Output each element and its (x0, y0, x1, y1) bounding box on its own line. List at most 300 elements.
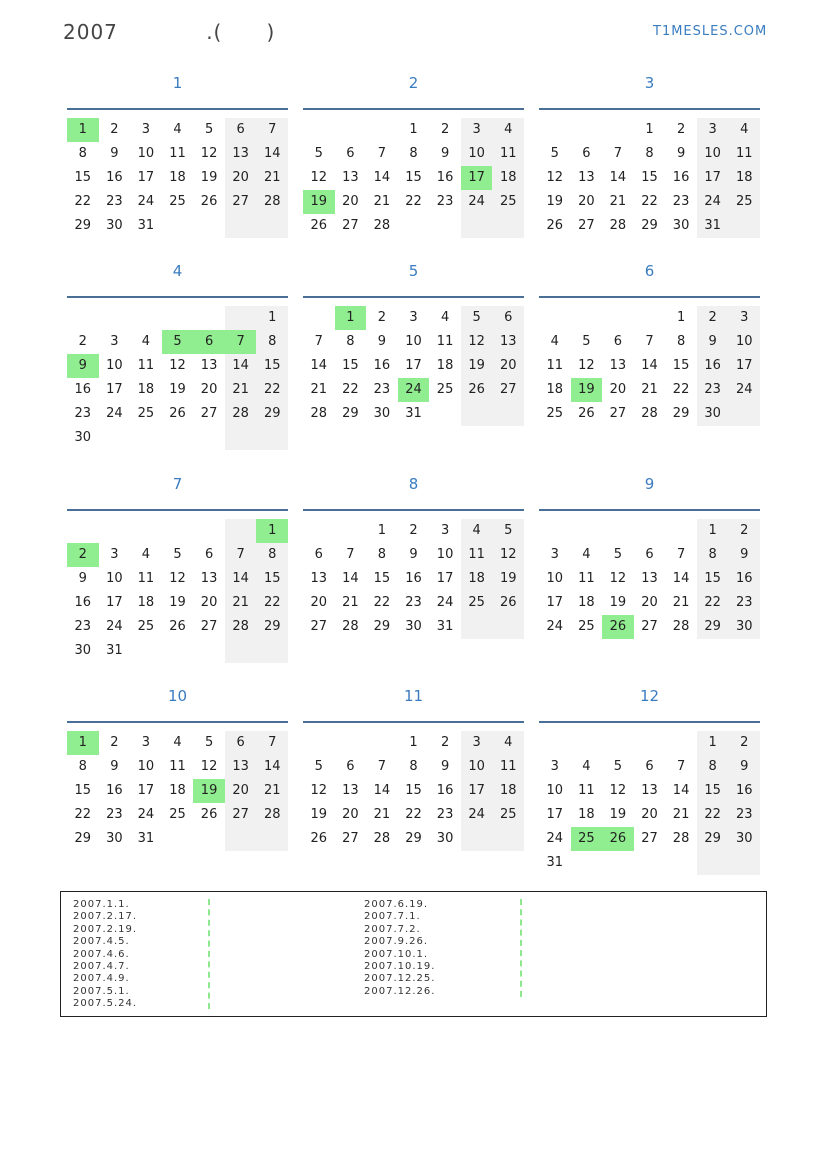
day-cell: 31 (697, 214, 729, 238)
day-cell: 9 (440, 759, 450, 774)
day-cell: 14 (641, 358, 658, 373)
day-cell: 31 (137, 218, 155, 233)
day-cell: 4 (492, 731, 524, 755)
day-cell: 5 (582, 334, 591, 349)
day-cell: 17 (106, 595, 123, 610)
day-cell: 21 (373, 194, 391, 209)
month-name: 7 (172, 475, 183, 493)
day-cell: 30 (106, 831, 123, 846)
day-cell: 4 (141, 547, 151, 562)
month-rule (67, 108, 288, 110)
day-cell: 7 (676, 759, 686, 774)
holiday-date: 2007.5.1. (73, 985, 130, 997)
day-cell: 20 (200, 595, 218, 610)
day-cell: 18 (546, 382, 564, 397)
day-cell: 19 (609, 595, 627, 610)
day-cell: 3 (728, 306, 760, 330)
month-1 (67, 74, 288, 274)
day-cell: 2 (728, 731, 760, 755)
day-cell: 4 (582, 547, 591, 562)
day-cell: 9 (728, 755, 760, 779)
day-cell: 28 (373, 218, 391, 233)
day-cell: 20 (225, 166, 257, 190)
weekend-blank-cell (728, 214, 760, 238)
day-cell: 26 (169, 406, 186, 421)
day-cell: 28 (373, 831, 391, 846)
day-cell: 15 (641, 170, 658, 185)
holiday-day-cell: 1 (67, 731, 99, 755)
holiday-list-left (73, 899, 137, 1011)
weekend-blank-cell (461, 402, 493, 426)
day-cell: 29 (256, 615, 288, 639)
day-cell: 29 (74, 831, 92, 846)
day-cell: 12 (169, 571, 186, 586)
day-cell: 1 (409, 122, 418, 137)
day-cell: 12 (492, 543, 524, 567)
month-name: 8 (408, 475, 419, 493)
day-cell: 28 (672, 831, 690, 846)
day-cell: 23 (436, 807, 454, 822)
day-cell: 19 (492, 567, 524, 591)
day-cell: 31 (137, 831, 155, 846)
day-cell: 8 (409, 146, 418, 161)
day-cell: 13 (492, 330, 524, 354)
day-cell: 13 (200, 571, 218, 586)
weekend-blank-cell (728, 402, 760, 426)
day-cell: 19 (546, 194, 564, 209)
day-cell: 12 (169, 358, 186, 373)
month-name: 10 (167, 687, 188, 705)
day-cell: 22 (373, 595, 391, 610)
day-cell: 9 (440, 146, 450, 161)
day-cell: 13 (200, 358, 218, 373)
day-cell: 27 (492, 378, 524, 402)
day-cell: 29 (74, 218, 92, 233)
day-cell: 29 (405, 831, 422, 846)
weekend-blank-cell (492, 214, 524, 238)
day-cell: 8 (377, 547, 387, 562)
day-cell: 6 (346, 759, 355, 774)
day-cell: 5 (492, 519, 524, 543)
day-cell: 23 (436, 194, 454, 209)
day-cell: 8 (697, 543, 729, 567)
day-cell: 25 (169, 807, 186, 822)
day-cell: 22 (74, 807, 92, 822)
day-cell: 7 (645, 334, 654, 349)
month-name: 6 (644, 262, 655, 280)
weekend-blank-cell (256, 639, 288, 663)
month-9 (539, 475, 760, 675)
day-cell: 30 (728, 827, 760, 851)
day-cell: 10 (106, 571, 123, 586)
day-cell: 21 (310, 382, 328, 397)
day-cell: 19 (200, 170, 218, 185)
day-cell: 25 (137, 406, 155, 421)
day-cell: 5 (550, 146, 559, 161)
day-cell: 13 (342, 783, 359, 798)
day-cell: 20 (609, 382, 627, 397)
day-cell: 25 (461, 591, 493, 615)
day-cell: 4 (582, 759, 591, 774)
day-cell: 13 (609, 358, 627, 373)
day-cell: 17 (436, 571, 454, 586)
day-cell: 22 (342, 382, 359, 397)
day-cell: 27 (200, 619, 218, 634)
holiday-date: 2007.10.1. (364, 948, 429, 960)
day-cell: 26 (200, 194, 218, 209)
day-cell: 13 (225, 755, 257, 779)
day-cell: 9 (697, 330, 729, 354)
day-cell: 23 (672, 194, 690, 209)
day-cell: 27 (578, 218, 595, 233)
holiday-date: 2007.6.19. (364, 899, 429, 910)
day-cell: 15 (256, 354, 288, 378)
day-cell: 25 (137, 619, 155, 634)
holiday-date: 2007.7.1. (364, 911, 421, 923)
day-cell: 8 (256, 330, 288, 354)
day-cell: 25 (578, 619, 595, 634)
day-cell: 12 (310, 783, 328, 798)
weekend-blank-cell (225, 426, 257, 450)
day-cell: 25 (492, 803, 524, 827)
day-cell: 22 (672, 382, 690, 397)
day-cell: 10 (697, 142, 729, 166)
day-cell: 3 (409, 310, 418, 325)
day-cell: 3 (697, 118, 729, 142)
day-cell: 20 (342, 807, 359, 822)
day-cell: 10 (546, 783, 564, 798)
day-cell: 9 (409, 547, 418, 562)
day-cell: 28 (256, 803, 288, 827)
day-cell: 22 (256, 591, 288, 615)
day-cell: 8 (645, 146, 654, 161)
day-cell: 16 (74, 595, 92, 610)
day-cell: 8 (697, 755, 729, 779)
day-cell: 13 (342, 170, 359, 185)
day-cell: 17 (546, 807, 564, 822)
day-cell: 18 (137, 595, 155, 610)
day-cell: 19 (169, 595, 186, 610)
holiday-date: 2007.9.26. (364, 936, 429, 948)
holiday-day-cell: 1 (256, 519, 288, 543)
day-cell: 1 (409, 735, 418, 750)
day-cell: 8 (256, 543, 288, 567)
day-cell: 2 (377, 310, 387, 325)
day-cell: 28 (609, 218, 627, 233)
day-cell: 15 (342, 358, 359, 373)
page-title: 2007 .( ) (63, 20, 276, 44)
day-cell: 17 (106, 382, 123, 397)
day-cell: 3 (461, 731, 493, 755)
day-cell: 16 (436, 783, 454, 798)
day-cell: 1 (256, 306, 288, 330)
day-cell: 21 (609, 194, 627, 209)
day-cell: 2 (110, 122, 119, 137)
holiday-day-cell: 19 (193, 779, 225, 803)
day-cell: 13 (641, 571, 658, 586)
site-brand-link[interactable]: T1MESLES.COM (653, 24, 768, 39)
day-cell: 15 (697, 779, 729, 803)
day-cell: 24 (137, 194, 155, 209)
day-cell: 23 (728, 591, 760, 615)
month-rule (67, 721, 288, 723)
day-cell: 18 (578, 807, 595, 822)
day-cell: 5 (613, 547, 623, 562)
day-cell: 12 (200, 759, 218, 774)
day-cell: 10 (546, 571, 564, 586)
day-cell: 17 (697, 166, 729, 190)
day-cell: 26 (546, 218, 564, 233)
month-rule (539, 296, 760, 298)
day-cell: 21 (641, 382, 658, 397)
month-6 (539, 262, 760, 462)
day-cell: 25 (728, 190, 760, 214)
day-cell: 10 (436, 547, 454, 562)
day-cell: 22 (256, 378, 288, 402)
holiday-day-cell: 24 (398, 378, 430, 402)
day-cell: 22 (697, 803, 729, 827)
day-cell: 21 (256, 166, 288, 190)
holiday-day-cell: 5 (162, 330, 194, 354)
day-cell: 17 (728, 354, 760, 378)
day-cell: 30 (373, 406, 391, 421)
day-cell: 16 (74, 382, 92, 397)
month-rule (67, 296, 288, 298)
day-cell: 2 (110, 735, 119, 750)
day-cell: 5 (173, 547, 182, 562)
month-12 (539, 687, 760, 887)
day-cell: 19 (169, 382, 186, 397)
day-cell: 12 (310, 170, 328, 185)
day-cell: 20 (492, 354, 524, 378)
day-cell: 15 (697, 567, 729, 591)
holiday-date: 2007.4.9. (73, 973, 130, 985)
day-cell: 29 (342, 406, 359, 421)
day-cell: 30 (728, 615, 760, 639)
day-cell: 16 (436, 170, 454, 185)
day-cell: 2 (728, 519, 760, 543)
day-cell: 10 (137, 759, 155, 774)
day-cell: 12 (609, 571, 627, 586)
day-cell: 15 (672, 358, 690, 373)
day-cell: 29 (256, 402, 288, 426)
day-cell: 17 (137, 170, 155, 185)
day-cell: 26 (461, 378, 493, 402)
day-cell: 30 (405, 619, 422, 634)
day-cell: 15 (74, 170, 92, 185)
month-4 (67, 262, 288, 462)
day-cell: 1 (697, 731, 729, 755)
day-cell: 14 (672, 783, 690, 798)
day-cell: 21 (672, 807, 690, 822)
day-cell: 2 (78, 334, 87, 349)
day-cell: 27 (310, 619, 328, 634)
day-cell: 11 (492, 755, 524, 779)
day-cell: 28 (310, 406, 328, 421)
day-cell: 24 (728, 378, 760, 402)
day-cell: 3 (141, 735, 151, 750)
day-cell: 8 (409, 759, 418, 774)
day-cell: 21 (225, 591, 257, 615)
holiday-date: 2007.12.26. (364, 985, 436, 997)
day-cell: 31 (436, 619, 454, 634)
day-cell: 29 (697, 827, 729, 851)
weekend-blank-cell (728, 851, 760, 875)
day-cell: 20 (578, 194, 595, 209)
holiday-date: 2007.7.2. (364, 923, 421, 935)
day-cell: 3 (440, 523, 450, 538)
day-cell: 22 (697, 591, 729, 615)
day-cell: 5 (204, 122, 214, 137)
day-cell: 21 (672, 595, 690, 610)
holiday-marker-left (208, 899, 210, 1009)
month-name: 4 (172, 262, 183, 280)
month-name: 3 (644, 74, 655, 92)
holiday-date: 2007.2.19. (73, 923, 138, 935)
day-cell: 25 (492, 190, 524, 214)
day-cell: 3 (550, 759, 559, 774)
day-cell: 6 (613, 334, 623, 349)
day-cell: 23 (697, 378, 729, 402)
month-rule (539, 721, 760, 723)
day-cell: 20 (641, 807, 658, 822)
day-cell: 1 (676, 310, 686, 325)
day-cell: 16 (106, 170, 123, 185)
day-cell: 24 (546, 831, 564, 846)
day-cell: 14 (609, 170, 627, 185)
day-cell: 6 (204, 547, 214, 562)
day-cell: 4 (492, 118, 524, 142)
day-cell: 28 (641, 406, 658, 421)
day-cell: 24 (697, 190, 729, 214)
day-cell: 9 (676, 146, 686, 161)
day-cell: 20 (310, 595, 328, 610)
day-cell: 10 (106, 358, 123, 373)
day-cell: 15 (256, 567, 288, 591)
day-cell: 10 (405, 334, 422, 349)
day-cell: 30 (697, 402, 729, 426)
holiday-day-cell: 25 (571, 827, 603, 851)
day-cell: 31 (405, 406, 422, 421)
day-cell: 26 (169, 619, 186, 634)
day-cell: 7 (377, 759, 387, 774)
month-name: 1 (172, 74, 183, 92)
day-cell: 16 (672, 170, 690, 185)
day-cell: 14 (256, 142, 288, 166)
holiday-date: 2007.1.1. (73, 899, 130, 910)
day-cell: 2 (697, 306, 729, 330)
day-cell: 1 (377, 523, 387, 538)
day-cell: 18 (169, 783, 186, 798)
day-cell: 11 (492, 142, 524, 166)
day-cell: 20 (225, 779, 257, 803)
holiday-day-cell: 26 (602, 615, 634, 639)
day-cell: 29 (641, 218, 658, 233)
day-cell: 27 (342, 218, 359, 233)
day-cell: 15 (405, 170, 422, 185)
day-cell: 9 (78, 571, 87, 586)
day-cell: 9 (110, 759, 119, 774)
day-cell: 14 (310, 358, 328, 373)
day-cell: 30 (74, 430, 92, 445)
day-cell: 23 (74, 406, 92, 421)
day-cell: 11 (578, 571, 595, 586)
day-cell: 6 (645, 759, 654, 774)
day-cell: 18 (137, 382, 155, 397)
day-cell: 27 (200, 406, 218, 421)
month-5 (303, 262, 524, 462)
month-10 (67, 687, 288, 887)
day-cell: 29 (697, 615, 729, 639)
weekend-blank-cell (225, 827, 257, 851)
day-cell: 20 (200, 382, 218, 397)
day-cell: 26 (200, 807, 218, 822)
day-cell: 22 (641, 194, 658, 209)
holiday-day-cell: 1 (67, 118, 99, 142)
day-cell: 22 (74, 194, 92, 209)
month-rule (539, 108, 760, 110)
day-cell: 8 (676, 334, 686, 349)
month-rule (67, 509, 288, 511)
day-cell: 4 (550, 334, 559, 349)
day-cell: 10 (137, 146, 155, 161)
day-cell: 5 (314, 759, 323, 774)
day-cell: 7 (256, 118, 288, 142)
day-cell: 8 (78, 146, 87, 161)
day-cell: 10 (461, 755, 493, 779)
day-cell: 9 (110, 146, 119, 161)
weekend-blank-cell (256, 827, 288, 851)
day-cell: 7 (377, 146, 387, 161)
weekend-blank-cell (461, 827, 493, 851)
holiday-day-cell: 6 (193, 330, 225, 354)
day-cell: 12 (578, 358, 595, 373)
day-cell: 21 (256, 779, 288, 803)
day-cell: 3 (110, 334, 119, 349)
day-cell: 19 (461, 354, 493, 378)
day-cell: 20 (641, 595, 658, 610)
day-cell: 30 (436, 831, 454, 846)
weekend-blank-cell (461, 615, 493, 639)
day-cell: 23 (74, 619, 92, 634)
day-cell: 28 (256, 190, 288, 214)
day-cell: 6 (492, 306, 524, 330)
day-cell: 19 (609, 807, 627, 822)
day-cell: 6 (645, 547, 654, 562)
weekend-blank-cell (697, 851, 729, 875)
day-cell: 11 (546, 358, 564, 373)
day-cell: 22 (405, 194, 422, 209)
day-cell: 4 (173, 122, 182, 137)
day-cell: 5 (461, 306, 493, 330)
day-cell: 1 (697, 519, 729, 543)
holiday-day-cell: 1 (335, 306, 367, 330)
day-cell: 14 (225, 567, 257, 591)
day-cell: 8 (78, 759, 87, 774)
holiday-day-cell: 2 (67, 543, 99, 567)
day-cell: 27 (641, 831, 658, 846)
day-cell: 21 (373, 807, 391, 822)
day-cell: 4 (728, 118, 760, 142)
day-cell: 13 (310, 571, 328, 586)
day-cell: 11 (728, 142, 760, 166)
day-cell: 16 (728, 779, 760, 803)
month-7 (67, 475, 288, 675)
holiday-day-cell: 19 (571, 378, 603, 402)
day-cell: 16 (106, 783, 123, 798)
month-rule (539, 509, 760, 511)
month-name: 12 (639, 687, 660, 705)
